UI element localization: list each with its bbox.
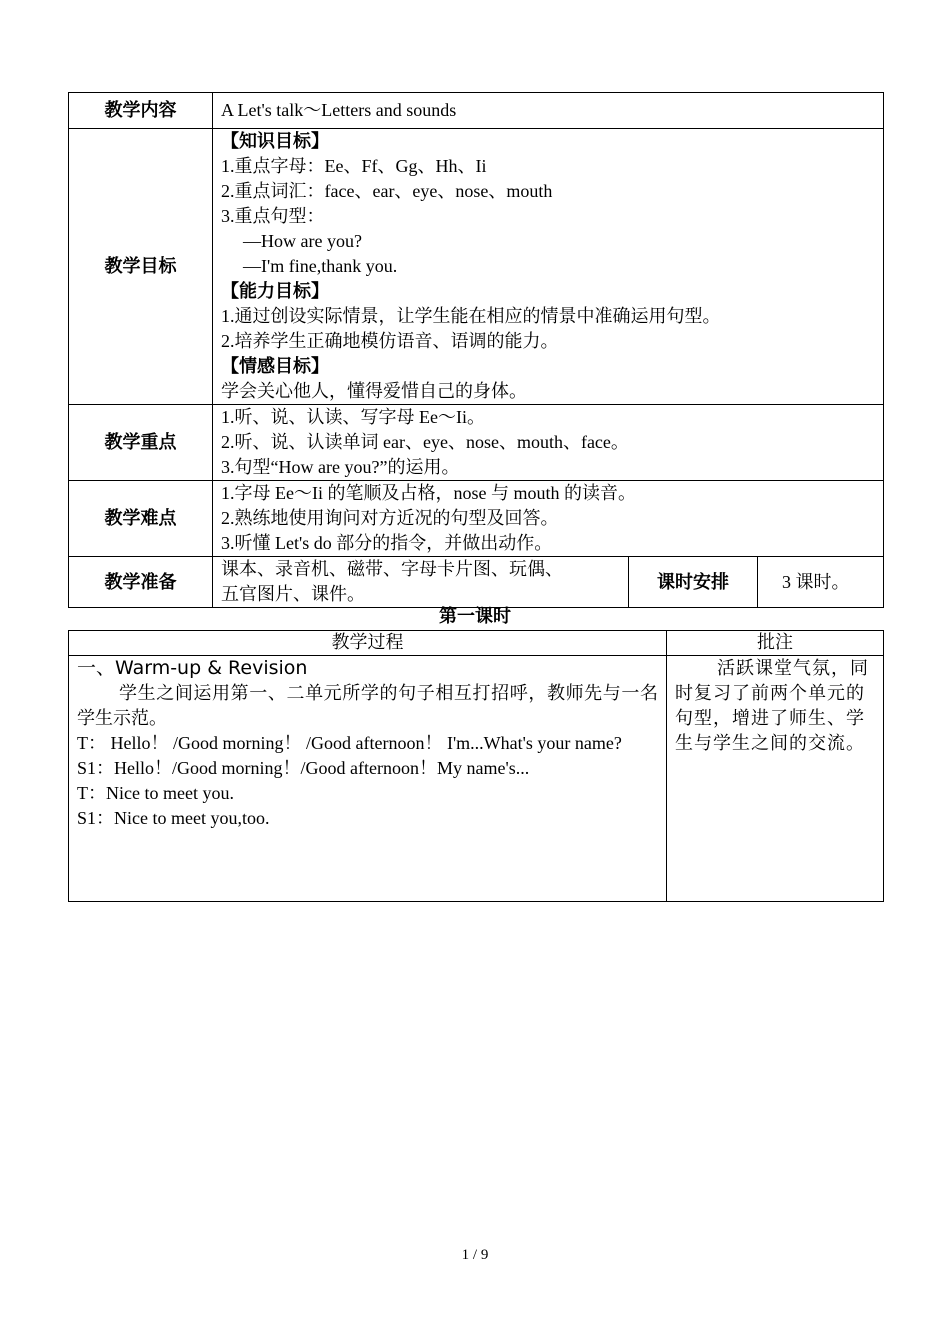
goals-label: 教学目标 — [69, 129, 213, 405]
difficult-item: 3.听懂 Let's do 部分的指令，并做出动作。 — [221, 533, 553, 553]
key-item: 1.听、说、认读、写字母 Ee～Ii。 — [221, 407, 485, 427]
difficult-item: 1.字母 Ee～Ii 的笔顺及占格，nose 与 mouth 的读音。 — [221, 483, 636, 503]
prep-cell — [213, 557, 629, 608]
goals-cell — [213, 129, 884, 405]
knowledge-head: 【知识目标】 — [221, 131, 329, 152]
key-cell — [213, 405, 884, 481]
schedule-label: 课时安排 — [629, 557, 758, 608]
ability-item: 1.通过创设实际情景，让学生能在相应的情景中准确运用句型。 — [221, 306, 721, 326]
section-title: 一、Warm-up & Revision — [77, 657, 308, 679]
difficult-item: 2.熟练地使用询问对方近况的句型及回答。 — [221, 508, 559, 528]
content-value: A Let's talk～Letters and sounds — [213, 93, 884, 129]
ability-item: 2.培养学生正确地模仿语音、语调的能力。 — [221, 331, 559, 351]
dialog-line: S1：Nice to meet you,too. — [77, 808, 270, 828]
sentence-pattern: —How are you? — [243, 231, 362, 251]
key-label: 教学重点 — [69, 405, 213, 481]
dialog-line: T：Nice to meet you. — [77, 783, 234, 803]
knowledge-item: 2.重点词汇：face、ear、eye、nose、mouth — [221, 181, 553, 201]
process-header: 教学过程 — [69, 631, 667, 656]
process-table — [68, 630, 884, 902]
dialog-line: T： Hello！ /Good morning！ /Good afternoon！ I'm...What's your name? — [77, 733, 622, 753]
sentence-pattern: —I'm fine,thank you. — [243, 256, 398, 276]
lesson-plan-table — [68, 92, 884, 608]
emotion-item: 学会关心他人，懂得爱惜自己的身体。 — [221, 381, 527, 401]
process-cell — [69, 656, 667, 902]
lesson-title: 第一课时 — [439, 606, 511, 627]
knowledge-item: 3.重点句型： — [221, 206, 325, 226]
content-label: 教学内容 — [69, 93, 213, 129]
intro-paragraph: 学生之间运用第一、二单元所学的句子相互打招呼，教师先与一名学生示范。 — [77, 683, 658, 728]
schedule-value: 3 课时。 — [758, 557, 884, 608]
note-text: 活跃课堂气氛，同时复习了前两个单元的句型，增进了师生、学生与学生之间的交流。 — [675, 658, 869, 753]
notes-cell — [667, 656, 884, 902]
difficult-cell — [213, 481, 884, 557]
ability-head: 【能力目标】 — [221, 281, 329, 302]
key-item: 3.句型“How are you?”的运用。 — [221, 457, 460, 477]
prep-line: 五官图片、课件。 — [221, 584, 365, 604]
dialog-line: S1：Hello！/Good morning！/Good afternoon！My name's... — [77, 758, 530, 778]
notes-header: 批注 — [667, 631, 884, 656]
emotion-head: 【情感目标】 — [221, 356, 329, 377]
difficult-label: 教学难点 — [69, 481, 213, 557]
knowledge-item: 1.重点字母：Ee、Ff、Gg、Hh、Ii — [221, 156, 487, 176]
prep-label: 教学准备 — [69, 557, 213, 608]
page-number: 1 / 9 — [461, 1247, 489, 1263]
prep-line: 课本、录音机、磁带、字母卡片图、玩偶、 — [221, 559, 563, 579]
key-item: 2.听、说、认读单词 ear、eye、nose、mouth、face。 — [221, 432, 629, 452]
